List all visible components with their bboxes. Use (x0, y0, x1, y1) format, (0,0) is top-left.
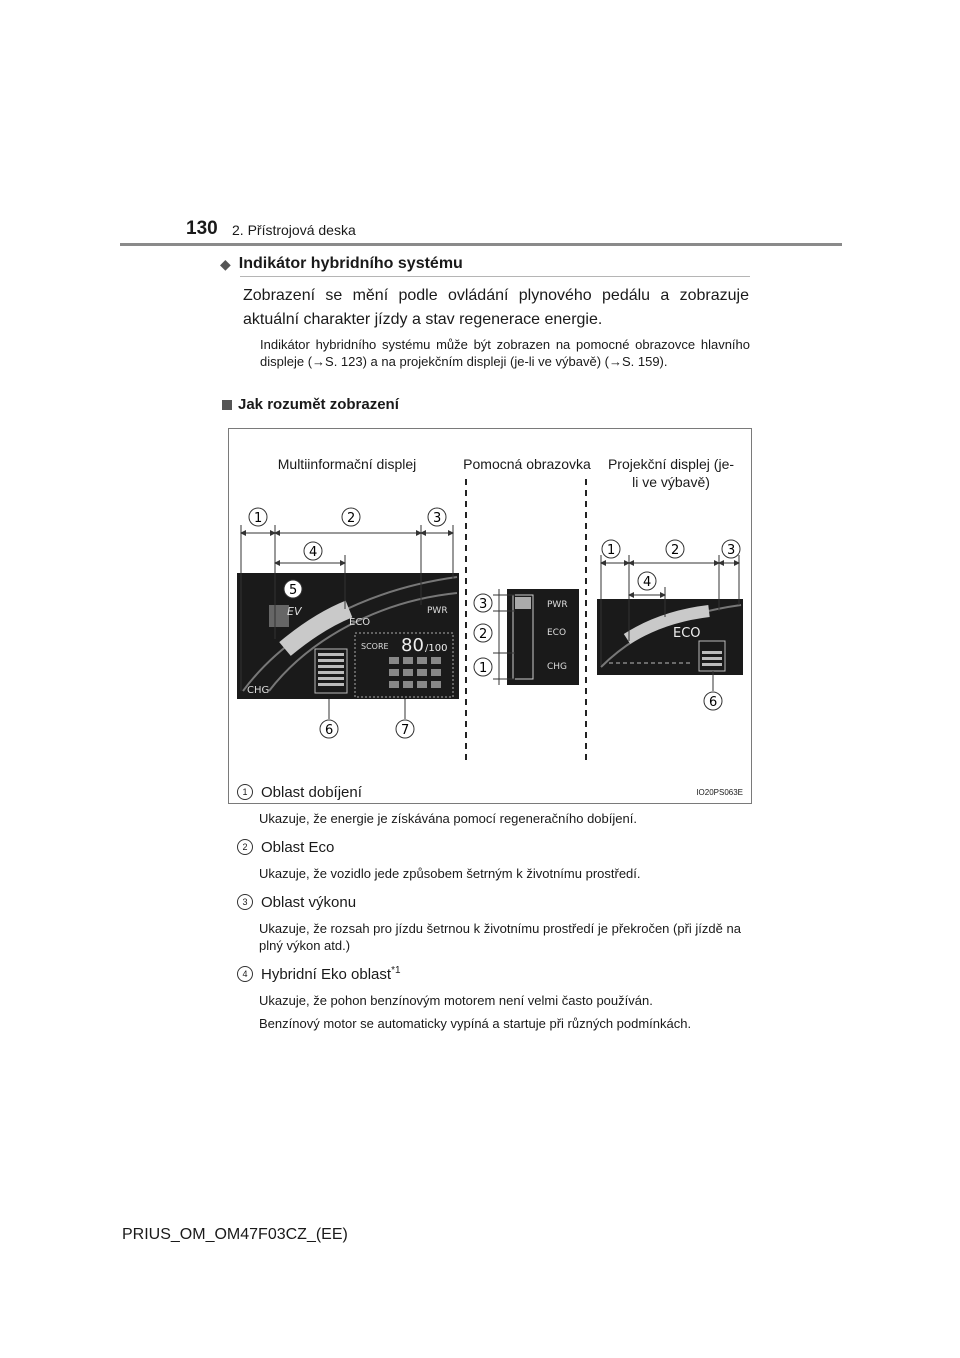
item-title: Oblast Eco (261, 838, 335, 856)
svg-text:4: 4 (309, 545, 318, 560)
multi-display (237, 508, 459, 738)
item-desc: Benzínový motor se automaticky vypíná a startuje při různých podmínkách. (259, 1016, 692, 1031)
svg-text:3: 3 (727, 543, 736, 558)
intro-text: Zobrazení se mění podle ovládání plynového pedálu a zobrazuje aktuální charakter jízdy a stav regenerace energie. (243, 287, 749, 328)
svg-text:5: 5 (289, 583, 298, 598)
pwr-label-multi: PWR (427, 606, 448, 616)
chg-label-multi: CHG (247, 685, 270, 696)
score-max: /100 (425, 643, 448, 654)
heading-text: Indikátor hybridního systému (238, 255, 463, 272)
svg-text:6: 6 (325, 723, 334, 738)
svg-text:1: 1 (607, 543, 616, 558)
label-hud: Projekční displej (je-li ve výbavě) (607, 456, 735, 490)
heading-rule (240, 276, 750, 277)
label-aux: Pomocná obrazovka (463, 456, 591, 472)
header-rule (120, 243, 842, 246)
svg-text:7: 7 (401, 723, 410, 738)
item-title: Oblast výkonu (261, 893, 357, 911)
eco-label-hud: ECO (673, 626, 701, 641)
item-title: Hybridní Eko oblast$^{*1}$ (261, 965, 401, 983)
svg-text:3: 3 (479, 597, 488, 612)
ev-label: EV (287, 605, 302, 618)
eco-label-multi: ECO (349, 617, 371, 628)
legend-list (237, 780, 757, 1032)
heading (220, 255, 463, 273)
page-number: 130 (186, 218, 218, 239)
svg-text:3: 3 (433, 511, 442, 526)
svg-text:2: 2 (671, 543, 680, 558)
svg-text:1: 1 (254, 511, 263, 526)
list-item (237, 962, 757, 1032)
diamond-icon: ◆ (220, 255, 231, 272)
hud-display (597, 540, 743, 710)
score-value: 80 (401, 635, 424, 656)
item-desc: Ukazuje, že pohon benzínovým motorem není velmi často používán. (259, 993, 653, 1008)
svg-text:6: 6 (709, 695, 718, 710)
section-title: 2. Přístrojová deska (232, 222, 356, 238)
list-item (237, 780, 757, 827)
aux-display (474, 589, 579, 685)
figure-id: IO20PS063E (696, 788, 743, 797)
svg-text:1: 1 (479, 661, 488, 676)
svg-text:4: 4 (643, 575, 652, 590)
item-desc: Ukazuje, že rozsah pro jízdu šetrnou k životnímu prostředí je překročen (při jízdě na plný výkon atd.) (259, 921, 741, 953)
item-title: Oblast dobíjení (261, 783, 362, 801)
item-number: 4 (237, 966, 253, 982)
list-item (237, 835, 757, 882)
subheading-text: Jak rozumět zobrazení (238, 396, 399, 413)
subheading (222, 396, 399, 413)
item-number: 1 (237, 784, 253, 800)
svg-text:2: 2 (347, 511, 356, 526)
svg-text:2: 2 (479, 627, 488, 642)
label-multi: Multiinformační displej (277, 456, 417, 472)
chg-label-aux: CHG (547, 662, 568, 672)
item-desc: Ukazuje, že vozidlo jede způsobem šetrným k životnímu prostředí. (259, 866, 641, 881)
figure-drawing (229, 429, 751, 803)
item-desc: Ukazuje, že energie je získávána pomocí regeneračního dobíjení. (259, 811, 637, 826)
pwr-label-aux: PWR (547, 600, 568, 610)
footnote-mark: *1 (391, 965, 401, 976)
score-label: SCORE (361, 642, 389, 651)
note-text: Indikátor hybridního systému může být zobrazen na pomocné obrazovce hlavního displeje (→S. 123) a na projekčním displeji (je-li ve výbavě) (→S. 159). (260, 337, 750, 369)
square-bullet-icon (222, 400, 232, 410)
item-number: 2 (237, 839, 253, 855)
item-number: 3 (237, 894, 253, 910)
list-item (237, 890, 757, 954)
footer-code: PRIUS_OM_OM47F03CZ_(EE) (122, 1226, 348, 1243)
display-figure (228, 428, 752, 804)
eco-label-aux: ECO (547, 628, 567, 638)
